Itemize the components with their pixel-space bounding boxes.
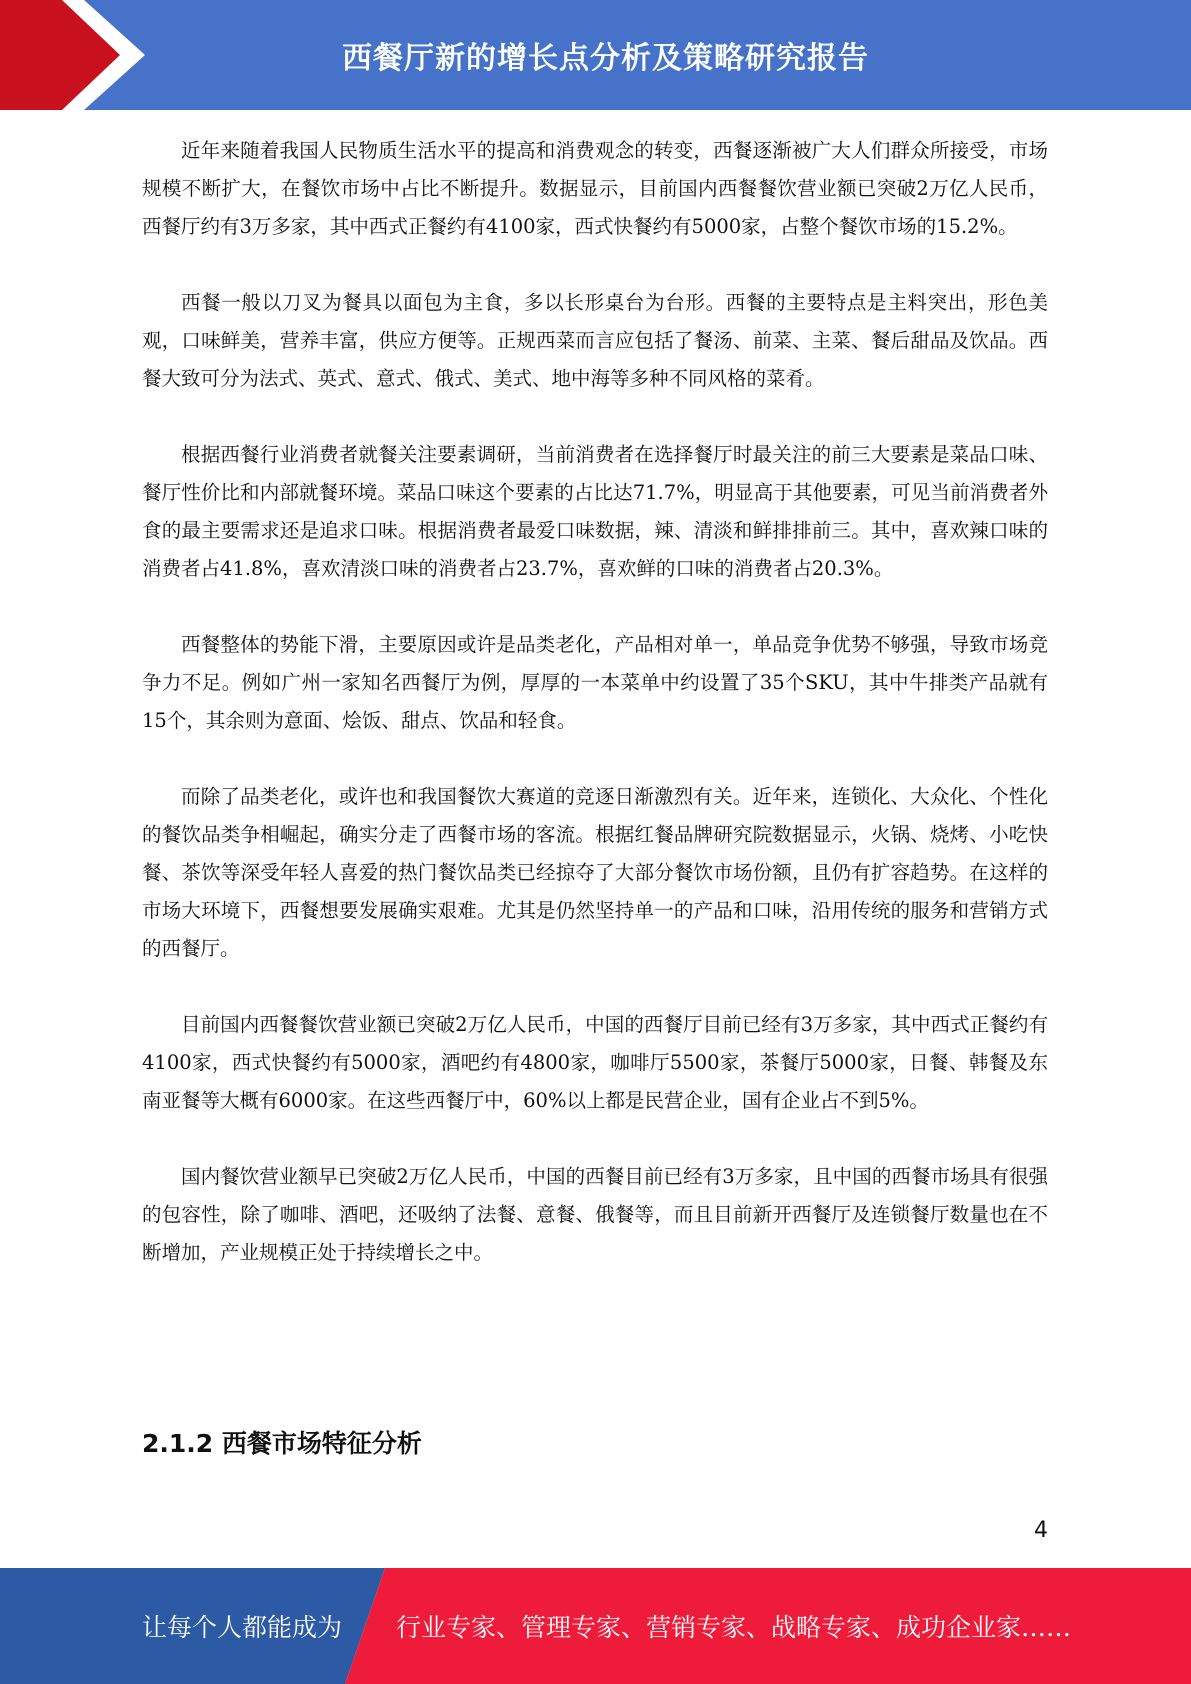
paragraph: 根据西餐行业消费者就餐关注要素调研，当前消费者在选择餐厅时最关注的前三大要素是菜品口味、餐厅性价比和内部就餐环境。菜品口味这个要素的占比达71.7%，明显高于其他要素，可见当前消费者外食的最主要需求还是追求口味。根据消费者最爱口味数据，辣、清淡和鲜排排前三。其中，喜欢辣口味的消费者占41.8%，喜欢清淡口味的消费者占23.7%，喜欢鲜的口味的消费者占20.3%。 bbox=[142, 443, 1048, 580]
page-footer bbox=[0, 1568, 1191, 1684]
main-content bbox=[142, 132, 1048, 1310]
footer-slogan-left: 让每个人都能成为 bbox=[142, 1613, 343, 1642]
paragraph: 而除了品类老化，或许也和我国餐饮大赛道的竞逐日渐激烈有关。近年来，连锁化、大众化、个性化的餐饮品类争相崛起，确实分走了西餐市场的客流。根据红餐品牌研究院数据显示，火锅、烧烤、小吃快餐、茶饮等深受年轻人喜爱的热门餐饮品类已经掠夺了大部分餐饮市场份额，且仍有扩容趋势。在这样的市场大环境下，西餐想要发展确实艰难。尤其是仍然坚持单一的产品和口味，沿用传统的服务和营销方式的西餐厅。 bbox=[142, 785, 1048, 960]
report-title: 西餐厅新的增长点分析及策略研究报告 bbox=[342, 41, 869, 76]
paragraph: 西餐一般以刀叉为餐具以面包为主食，多以长形桌台为台形。西餐的主要特点是主料突出，形色美观，口味鲜美，营养丰富，供应方便等。正规西菜而言应包括了餐汤、前菜、主菜、餐后甜品及饮品。西餐大致可分为法式、英式、意式、俄式、美式、地中海等多种不同风格的菜肴。 bbox=[142, 291, 1048, 390]
paragraph: 西餐整体的势能下滑，主要原因或许是品类老化，产品相对单一，单品竞争优势不够强，导致市场竞争力不足。例如广州一家知名西餐厅为例，厚厚的一本菜单中约设置了35个SKU，其中牛排类产品就有15个，其余则为意面、烩饭、甜点、饮品和轻食。 bbox=[142, 633, 1048, 732]
paragraph: 近年来随着我国人民物质生活水平的提高和消费观念的转变，西餐逐渐被广大人们群众所接受，市场规模不断扩大，在餐饮市场中占比不断提升。数据显示，目前国内西餐餐饮营业额已突破2万亿人民币，西餐厅约有3万多家，其中西式正餐约有4100家，西式快餐约有5000家，占整个餐饮市场的15.2%。 bbox=[142, 139, 1048, 238]
page-header bbox=[0, 0, 1191, 110]
paragraph: 目前国内西餐餐饮营业额已突破2万亿人民币，中国的西餐厅目前已经有3万多家，其中西式正餐约有4100家，西式快餐约有5000家，酒吧约有4800家，咖啡厅5500家，茶餐厅5000家，日餐、韩餐及东南亚餐等大概有6000家。在这些西餐厅中，60%以上都是民营企业，国有企业占不到5%。 bbox=[142, 1013, 1048, 1112]
section-heading: 2.1.2 西餐市场特征分析 bbox=[142, 1429, 422, 1458]
paragraph: 国内餐饮营业额早已突破2万亿人民币，中国的西餐目前已经有3万多家，且中国的西餐市场具有很强的包容性，除了咖啡、酒吧，还吸纳了法餐、意餐、俄餐等，而且目前新开西餐厅及连锁餐厅数量也在不断增加，产业规模正处于持续增长之中。 bbox=[142, 1165, 1048, 1264]
page-number: 4 bbox=[1034, 1518, 1048, 1543]
footer-slogan-right: 行业专家、管理专家、营销专家、战略专家、成功企业家…… bbox=[396, 1613, 1072, 1642]
header-arrow-decoration bbox=[0, 0, 160, 110]
